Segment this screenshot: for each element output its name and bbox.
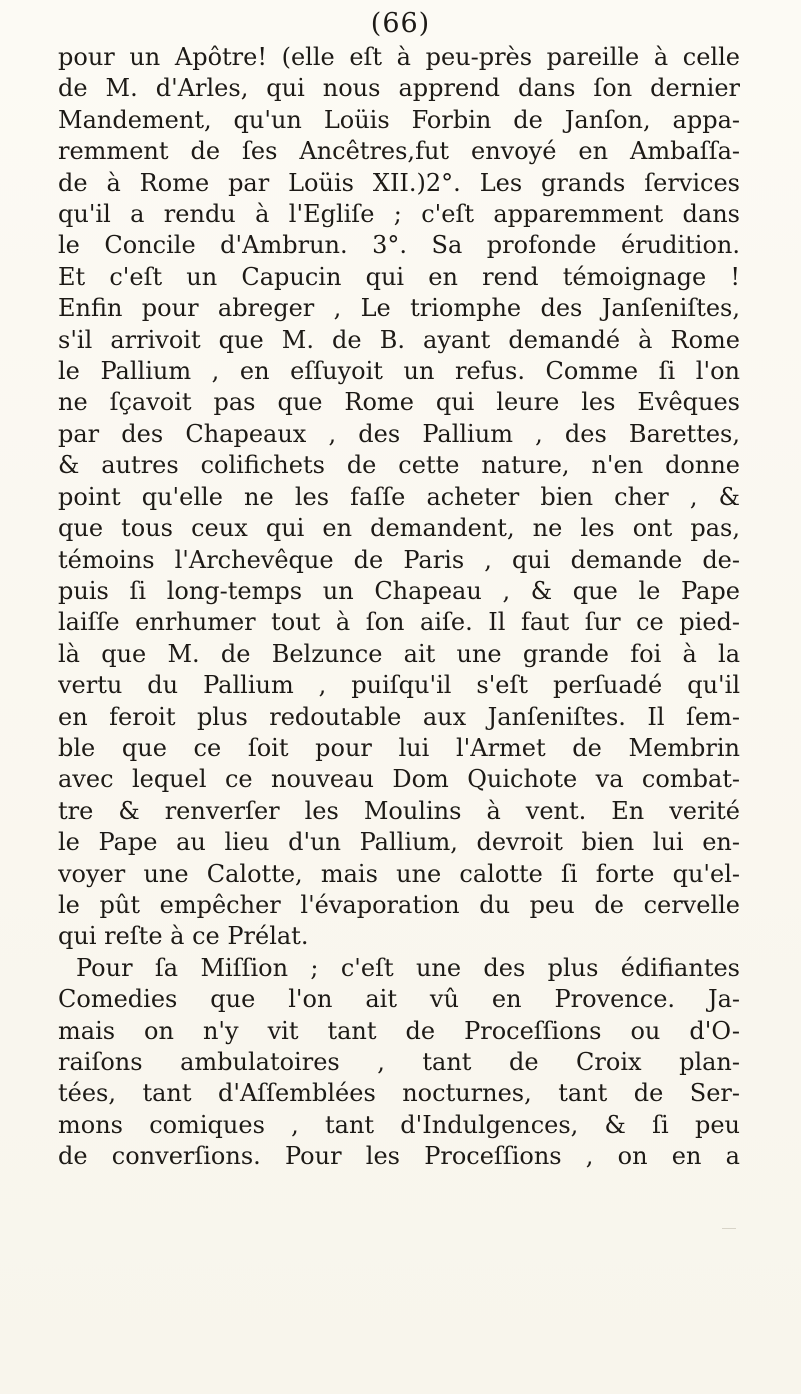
- text-line-18: puis ſi long-temps un Chapeau , & que le Pape: [58, 576, 740, 605]
- text-line-22: en feroit plus redoutable aux Janſeniſtes. Il ſem-: [58, 702, 740, 731]
- text-line-8: Et c'eſt un Capucin qui en rend témoignage !: [58, 262, 740, 291]
- page-number: (66): [370, 8, 431, 39]
- text-line-14: & autres colifichets de cette nature, n'en donne: [58, 451, 740, 480]
- text-line-30: Pour ſa Miſſion ; c'eſt une des plus édifiantes: [76, 953, 740, 982]
- text-line-13: par des Chapeaux , des Pallium , des Barettes,: [58, 419, 740, 448]
- text-line-29: qui reſte à ce Prélat.: [58, 922, 309, 951]
- text-line-6: qu'il a rendu à l'Egliſe ; c'eſt apparemment dans: [58, 200, 740, 229]
- text-line-26: le Pape au lieu d'un Pallium, devroit bien lui en-: [58, 828, 740, 857]
- ink-mark: [722, 1228, 736, 1234]
- text-line-9: Enfin pour abreger , Le triomphe des Janſeniſtes,: [58, 294, 740, 323]
- text-line-15: point qu'elle ne les faſſe acheter bien cher , &: [58, 482, 740, 511]
- text-line-35: mons comiques , tant d'Indulgences, & ſi peu: [58, 1110, 740, 1139]
- text-line-33: raiſons ambulatoires , tant de Croix plan-: [58, 1048, 740, 1076]
- text-line-25: tre & renverſer les Moulins à vent. En verité: [58, 796, 740, 825]
- text-line-2: de M. d'Arles, qui nous apprend dans ſon dernier: [58, 74, 740, 103]
- text-line-19: laiſſe enrhumer tout à ſon aiſe. Il faut ſur ce pied-: [58, 608, 740, 637]
- text-line-23: ble que ce ſoit pour lui l'Armet de Membrin: [58, 733, 740, 762]
- text-line-11: le Pallium , en eſſuyoit un refus. Comme ſi l'on: [58, 357, 740, 386]
- text-line-3: Mandement, qu'un Loüis Forbin de Janſon, appa-: [58, 105, 740, 134]
- text-line-31: Comedies que l'on ait vû en Provence. Ja-: [58, 985, 740, 1014]
- body-text: [58, 42, 740, 1173]
- text-line-5: de à Rome par Loüis XII.)2°. Les grands ſervices: [58, 168, 740, 197]
- text-line-10: s'il arrivoit que M. de B. ayant demandé à Rome: [58, 325, 740, 354]
- text-line-36: de converſions. Pour les Proceſſions , on en a: [58, 1142, 740, 1171]
- text-line-4: remment de ſes Ancêtres,fut envoyé en Ambaſſa-: [58, 137, 740, 166]
- text-line-24: avec lequel ce nouveau Dom Quichote va combat-: [58, 765, 740, 794]
- text-line-12: ne ſçavoit pas que Rome qui leure les Evêques: [58, 388, 740, 417]
- text-line-34: tées, tant d'Aſſemblées nocturnes, tant de Ser-: [58, 1079, 740, 1108]
- text-line-21: vertu du Pallium , puiſqu'il s'eſt perſuadé qu'il: [58, 671, 740, 700]
- text-line-1: pour un Apôtre! (elle eſt à peu-près pareille à celle: [58, 43, 740, 71]
- text-line-7: le Concile d'Ambrun. 3°. Sa profonde érudition.: [58, 231, 740, 260]
- text-line-28: le pût empêcher l'évaporation du peu de cervelle: [58, 890, 740, 919]
- text-line-20: là que M. de Belzunce ait une grande foi à la: [58, 639, 740, 668]
- text-line-27: voyer une Calotte, mais une calotte ſi forte qu'el-: [58, 859, 740, 888]
- text-line-17: témoins l'Archevêque de Paris , qui demande de-: [58, 545, 740, 574]
- text-line-32: mais on n'y vit tant de Proceſſions ou d'O-: [58, 1016, 740, 1045]
- text-line-16: que tous ceux qui en demandent, ne les ont pas,: [58, 514, 740, 543]
